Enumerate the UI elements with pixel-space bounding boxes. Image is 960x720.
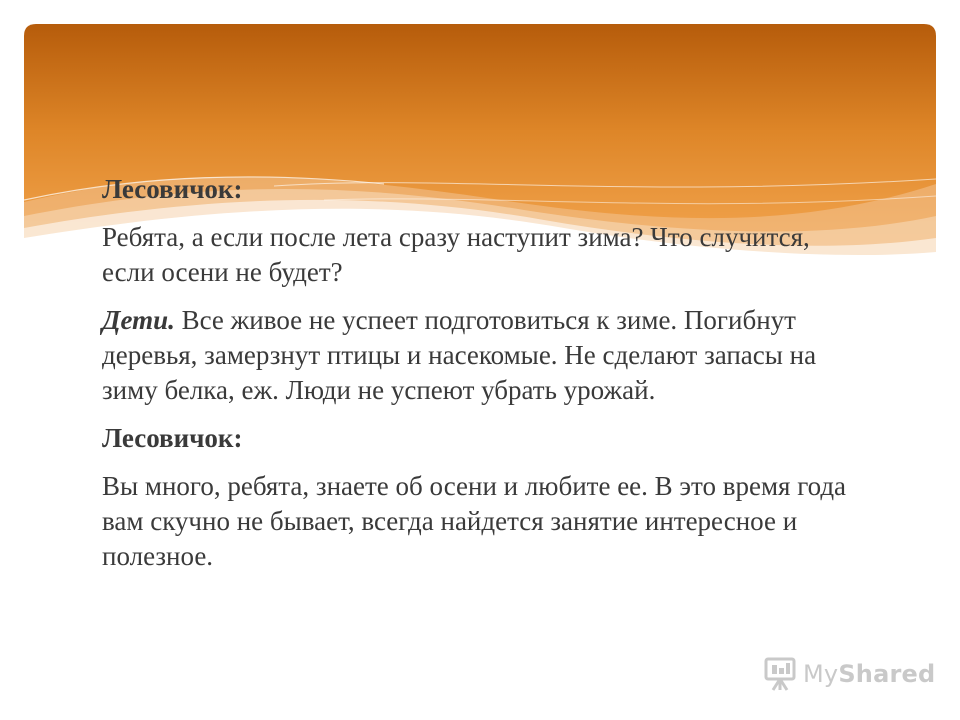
slide-content xyxy=(102,172,862,587)
answer-paragraph xyxy=(102,303,862,408)
watermark-text xyxy=(803,660,935,688)
answer-lead: Дети. xyxy=(102,305,175,335)
speaker-label: Лесовичок: xyxy=(102,423,243,453)
watermark-shared: Shared xyxy=(838,660,936,688)
myshared-watermark xyxy=(763,654,943,694)
watermark-my: My xyxy=(803,660,839,688)
presentation-board-icon xyxy=(763,656,797,692)
speaker-label: Лесовичок: xyxy=(102,174,243,204)
closing-text: Вы много, ребята, знаете об осени и любите ее. В это время года вам скучно не бывает, всегда найдется занятие интересное и полезное. xyxy=(102,471,847,571)
question-text: Ребята, а если после лета сразу наступит зима? Что случится, если осени не будет? xyxy=(102,222,810,287)
answer-text: Все живое не успеет подготовиться к зиме. Погибнут деревья, замерзнут птицы и насекомые. Не сделают запасы на зиму белка, еж. Люди не успеют убрать урожай. xyxy=(102,305,817,405)
